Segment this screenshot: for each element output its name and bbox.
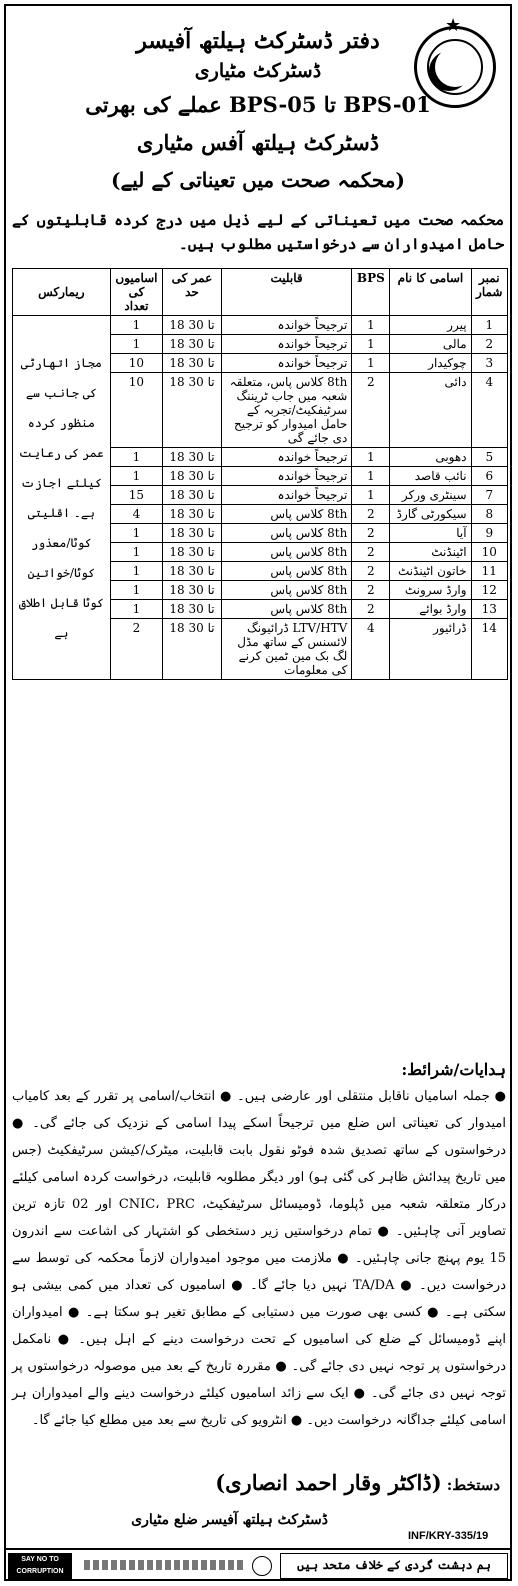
row-quantity: 1 [110,448,163,467]
row-age-limit: 18 تا 30 [163,316,222,335]
conditions-section [12,1060,506,1434]
header-age: عمر کی حد [163,269,222,316]
signature-block [30,1470,500,1495]
footer-emblem-icon [252,1556,272,1576]
row-bps: 1 [352,486,390,505]
header-bps: BPS [352,269,390,316]
row-age-limit: 18 تا 30 [163,448,222,467]
row-age-limit: 18 تا 30 [163,619,222,680]
row-qualification: ترجیحاً خواندہ [221,316,352,335]
row-bps: 2 [352,543,390,562]
row-bps: 2 [352,373,390,448]
row-age-limit: 18 تا 30 [163,543,222,562]
row-bps: 1 [352,467,390,486]
row-post-name: مالی [390,335,471,354]
row-post-name: ڈرائیور [390,619,471,680]
row-post-name: دائی [390,373,471,448]
row-qualification: 8th کلاس پاس [221,562,352,581]
row-num: 7 [471,486,507,505]
row-quantity: 10 [110,373,163,448]
intro-paragraph: محکمہ صحت میں تعیناتی کے لیے ذیل میں درج کردہ قابلیتوں کے حامل امیدواران سے درخواستیں مطلوب ہیں۔ [12,211,504,253]
row-qualification: ترجیحاً خواندہ [221,354,352,373]
recruitment-title: BPS-01 تا BPS-05 عملے کی بھرتی [85,92,431,117]
star-icon: ★ [445,15,462,36]
district-title: ڈسٹرکٹ مٹیاری [194,60,322,82]
row-age-limit: 18 تا 30 [163,581,222,600]
remarks-cell: مجاز اتھارٹی کی جانب سے منظور کردہ عمر کی رعایت کیلئے اجازت ہے۔ اقلیتی کوٹا/معذور کوٹا/خواتین کوٹا قابل اطلاق ہے [13,316,111,680]
row-age-limit: 18 تا 30 [163,335,222,354]
header-qualification: قابلیت [221,269,352,316]
row-quantity: 1 [110,316,163,335]
row-bps: 2 [352,524,390,543]
row-post-name: نائب قاصد [390,467,471,486]
row-num: 13 [471,600,507,619]
row-post-name: دھوبی [390,448,471,467]
row-post-name: سینٹری ورکر [390,486,471,505]
row-post-name: آیا [390,524,471,543]
row-quantity: 15 [110,486,163,505]
row-num: 10 [471,543,507,562]
conditions-title: ہدایات/شرائط: [401,1060,506,1079]
row-qualification: 8th کلاس پاس [221,524,352,543]
row-qualification: 8th کلاس پاس [221,543,352,562]
row-age-limit: 18 تا 30 [163,373,222,448]
row-qualification: ترجیحاً خواندہ [221,335,352,354]
conditions-body: ● جملہ اسامیاں ناقابل منتقلی اور عارضی ہیں۔ ● انتخاب/اسامی پر تقرر کے بعد کامیاب امیدوار کی تعیناتی اس ضلع میں ترجیحاً اسکے پیدا اسامی کے نزدیک کی جائے گی۔ ● درخواستوں کے ساتھ تصدیق شدہ فوٹو نقول بابت قابلیت، میٹرک/کیشن سرٹیفکیٹ (جس میں تاریخ پیدائش ظاہر کی گئی ہو) اور دیگر مطلوبہ قابلیت، درخواست کردہ اسامی کیلئے درکار متعلقہ شعبہ میں ڈپلوما، ڈومیسائل سرٹیفکیٹ، CNIC، PRC اور 02 تازہ ترین تصاویر آنی چاہئیں۔ ● تمام درخواستیں زیر دستخطی کو اشتہار کی اشاعت سے اندرون 15 یوم پہنچ جانی چاہئیں۔ ● ملازمت میں موجود امیدواران لازماً محکمہ کی توسط سے درخواست دیں۔ ● TA/DA نہیں دیا جائے گا۔ ● اسامیوں کی تعداد میں کمی بیشی ہو سکتی ہے۔ ● کسی بھی صورت میں دستیابی کے مطابق تغیر ہو سکتا ہے۔ ● امیدواران اپنے ڈومیسائل کے ضلع کی اسامیوں کے تحت درخواست دینے کے اہل ہیں۔ ● نامکمل درخواستوں پر توجہ نہیں دی جائے گی۔ ● مقررہ تاریخ کے بعد میں موصولہ درخواستوں پر توجہ نہیں دی جائے گی۔ ● ایک سے زائد اسامیوں کیلئے درخواست دینے والے امیدواران ہر اسامی کیلئے جداگانہ درخواست دیں۔ ● انٹرویو کی تاریخ سے بعد میں مطلع کیا جائے گا۔ [12,1089,506,1428]
row-quantity: 2 [110,619,163,680]
header-name: اسامی کا نام [390,269,471,316]
row-bps: 2 [352,505,390,524]
row-post-name: وارڈ بوائے [390,600,471,619]
row-qualification: LTV/HTV ڈرائیونگ لائسنس کے ساتھ مڈل لگ بک مین ٹمین کرنے کی معلومات [221,619,352,680]
say-no-to-corruption-badge: SAY NO TO CORRUPTION [8,1553,72,1579]
row-quantity: 1 [110,562,163,581]
row-num: 11 [471,562,507,581]
signatory-title: ڈسٹرکٹ ہیلتھ آفیسر ضلع مٹیاری [131,1512,328,1528]
table-row [13,316,508,335]
row-qualification: 8th کلاس پاس [221,581,352,600]
header-quantity: اسامیوں کی تعداد [110,269,163,316]
row-bps: 1 [352,316,390,335]
row-quantity: 1 [110,524,163,543]
row-bps: 2 [352,600,390,619]
row-post-name: وارڈ سرونٹ [390,581,471,600]
row-num: 8 [471,505,507,524]
table-body [13,316,508,680]
row-post-name: خاتون اٹینڈنٹ [390,562,471,581]
row-age-limit: 18 تا 30 [163,505,222,524]
row-qualification: 8th کلاس پاس [221,505,352,524]
row-quantity: 1 [110,581,163,600]
row-qualification: 8th کلاس پاس [221,600,352,619]
posts-table [12,268,508,680]
department-subtitle: (محکمہ صحت میں تعیناتی کے لیے) [111,168,405,192]
row-post-name: چوکیدار [390,354,471,373]
row-num: 6 [471,467,507,486]
footer-decoration [84,1560,244,1570]
row-quantity: 1 [110,335,163,354]
signatory-name: (ڈاکٹر وقار احمد انصاری) [215,1470,442,1495]
office-full-title: ڈسٹرکٹ ہیلتھ آفس مٹیاری [136,130,380,155]
row-bps: 1 [352,335,390,354]
row-bps: 1 [352,354,390,373]
row-quantity: 1 [110,600,163,619]
row-quantity: 10 [110,354,163,373]
row-age-limit: 18 تا 30 [163,467,222,486]
row-num: 1 [471,316,507,335]
row-bps: 2 [352,562,390,581]
row-bps: 2 [352,581,390,600]
table-header-row [13,269,508,316]
signature-label: دستخط: [446,1476,500,1494]
row-age-limit: 18 تا 30 [163,486,222,505]
row-age-limit: 18 تا 30 [163,600,222,619]
row-num: 4 [471,373,507,448]
row-num: 2 [471,335,507,354]
header-remarks: ریمارکس [13,269,111,316]
footer-strip [4,1548,512,1583]
header-num: نمبر شمار [471,269,507,316]
row-qualification: ترجیحاً خواندہ [221,467,352,486]
row-num: 3 [471,354,507,373]
row-qualification: 8th کلاس پاس، متعلقہ شعبہ میں جاب ٹریننگ سرٹیفکیٹ/تجربہ کے حامل امیدوار کو ترجیح دی جائے گی [221,373,352,448]
header [10,8,506,208]
row-post-name: سیکورٹی گارڈ [390,505,471,524]
row-num: 14 [471,619,507,680]
row-qualification: ترجیحاً خواندہ [221,448,352,467]
row-num: 9 [471,524,507,543]
row-age-limit: 18 تا 30 [163,562,222,581]
row-quantity: 4 [110,505,163,524]
row-bps: 1 [352,448,390,467]
row-bps: 4 [352,619,390,680]
row-age-limit: 18 تا 30 [163,524,222,543]
reference-number: INF/KRY-335/19 [408,1530,489,1542]
row-quantity: 1 [110,543,163,562]
row-qualification: ترجیحاً خواندہ [221,486,352,505]
footer-slogan: ہم دہشت گردی کے خلاف متحد ہیں [280,1553,508,1579]
office-title: دفتر ڈسٹرکٹ ہیلتھ آفیسر [136,28,380,54]
row-quantity: 1 [110,467,163,486]
row-post-name: اٹینڈنٹ [390,543,471,562]
row-age-limit: 18 تا 30 [163,354,222,373]
row-post-name: پیرر [390,316,471,335]
row-num: 5 [471,448,507,467]
row-num: 12 [471,581,507,600]
